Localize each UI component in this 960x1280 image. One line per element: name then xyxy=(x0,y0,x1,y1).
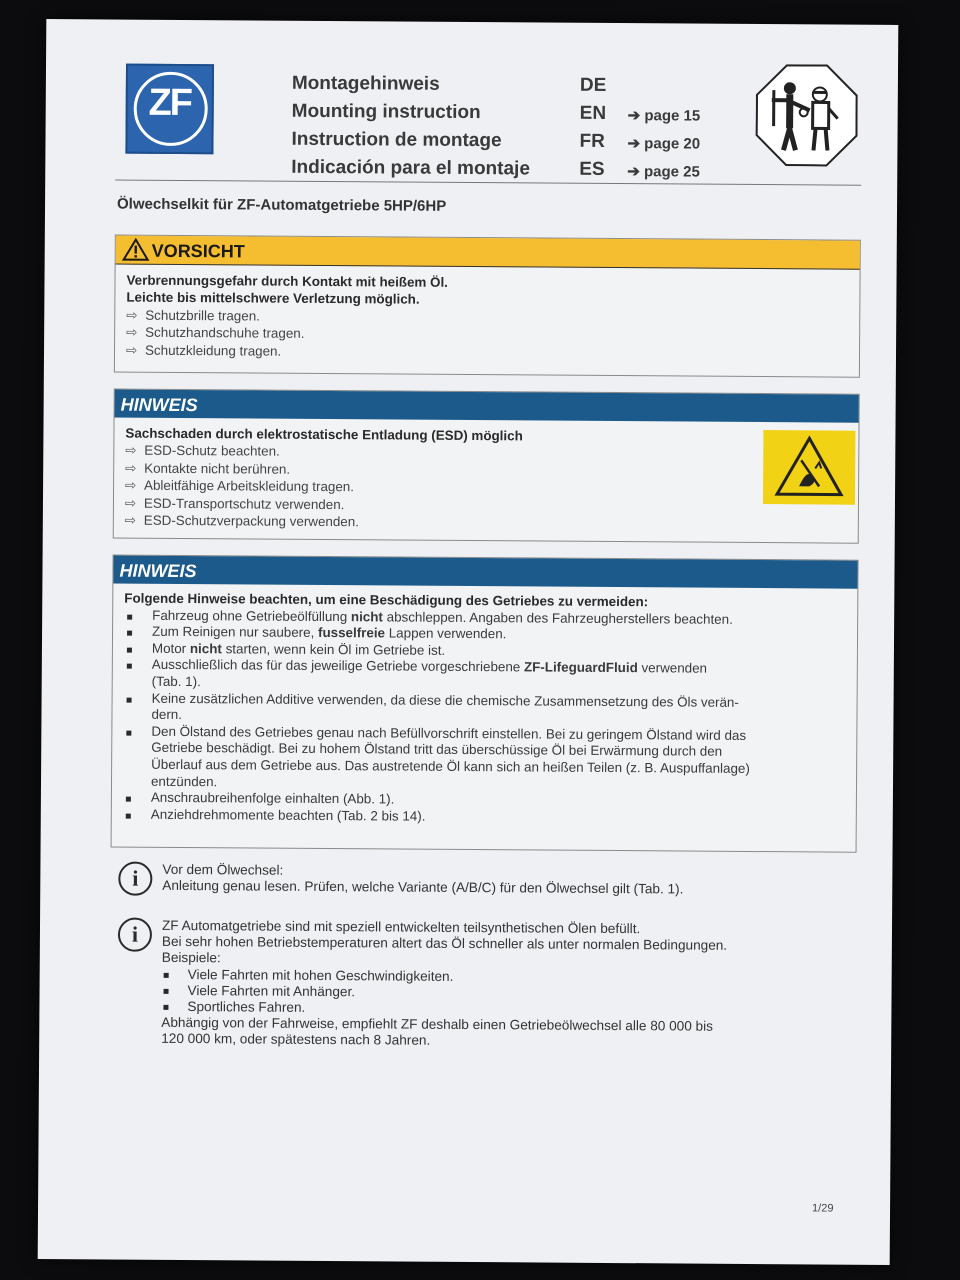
page-ref-fr: ➔ page 20 xyxy=(627,135,701,153)
list-item: Den Ölstand des Getriebes genau nach Befüllvorschrift einstellen. Bei zu geringem Ölstand wird das Getriebe beschädigt. Bei zu hohem Ölstand tritt das überschüssige Öl bei Erwärmung durch den Überlauf aus dem Getriebe aus. Das austretende Öl kann sich an heißen Teilen (z. B. Auspuffanlage) entzünden. xyxy=(123,723,846,794)
caution-item: ⇨ Schutzhandschuhe tragen. xyxy=(126,324,305,342)
notice-esd-header xyxy=(115,390,859,423)
list-item: Sportliches Fahren. xyxy=(161,999,821,1020)
notice-label: HINWEIS xyxy=(119,560,197,582)
notice-esd-box xyxy=(113,389,860,544)
caution-item: ⇨ Schutzkleidung tragen. xyxy=(125,342,282,359)
notice-esd-heading: Sachschaden durch elektrostatische Entladung (ESD) möglich xyxy=(125,425,523,444)
notice-gear-box xyxy=(111,555,859,853)
info-note-2: i ZF Automatgetriebe sind mit speziell entwickelten teilsynthetischen Ölen befüllt. Bei sehr hohen Betriebstemperaturen altert das Öl schneller als unter normalen Bedingungen. Beispiele: Viele Fahrten mit hohen Geschwindigkeiten. Viele Fahrten mit Anhänger. Sportliches Fahren. Abhängig von der Fahrweise, empfiehlt ZF deshalb einen Getriebeölwechsel alle 80 000 bis 120 000 km, oder spätestens nach 8 Jahren. xyxy=(117,918,818,1073)
document-page xyxy=(38,19,899,1265)
list-item: Viele Fahrten mit Anhänger. xyxy=(162,983,822,1004)
list-item: Fahrzeug ohne Getriebeölfüllung nicht abschleppen. Angaben des Fahrzeugherstellers beachten. xyxy=(124,607,847,629)
list-item: Keine zusätzlichen Additive verwenden, da diese die chemische Zusammensetzung des Öls verän- dern. xyxy=(123,690,846,728)
caution-item: ⇨ Schutzbrille tragen. xyxy=(126,307,260,324)
document-title: Ölwechselkit für ZF-Automatgetriebe 5HP/6HP xyxy=(116,195,447,215)
esd-warning-icon xyxy=(763,430,856,505)
info-icon: i xyxy=(118,862,152,896)
arrow-right-icon: ⇨ xyxy=(124,495,137,511)
notice-esd-item: ⇨ Kontakte nicht berühren. xyxy=(125,460,291,477)
notice-esd-item: ⇨ ESD-Transportschutz verwenden. xyxy=(124,495,345,512)
language-row-de: Montagehinweis DE xyxy=(291,72,607,96)
info-note-1: i Vor dem Ölwechsel: Anleitung genau lesen. Prüfen, welche Variante (A/B/C) für den Ölwechsel gilt (Tab. 1). xyxy=(118,862,818,907)
list-item: Motor nicht starten, wenn kein Öl im Getriebe ist. xyxy=(124,640,847,662)
list-item: Viele Fahrten mit hohen Geschwindigkeiten. xyxy=(162,966,822,987)
caution-line: Verbrennungsgefahr durch Kontakt mit heißem Öl. xyxy=(126,272,448,290)
arrow-right-icon: ⇨ xyxy=(125,443,137,459)
notice-label: HINWEIS xyxy=(120,394,198,416)
list-item: Anziehdrehmomente beachten (Tab. 2 bis 14). xyxy=(123,806,846,828)
page-ref-es: ➔ page 25 xyxy=(627,163,700,181)
arrow-right-icon: ⇨ xyxy=(125,460,137,476)
page-ref-en: ➔ page 15 xyxy=(627,107,701,125)
info-icon: i xyxy=(118,918,152,952)
page-number: 1/29 xyxy=(812,1202,834,1215)
notice-gear-heading: Folgende Hinweise beachten, um eine Beschädigung des Getriebes zu vermeiden: xyxy=(124,590,649,610)
caution-line: Leichte bis mittelschwere Verletzung möglich. xyxy=(126,290,420,308)
notice-esd-item: ⇨ ESD-Schutzverpackung verwenden. xyxy=(124,512,359,530)
language-row-en: Mounting instruction EN ➔ page 15 xyxy=(291,100,701,125)
notice-esd-item: ⇨ Ableitfähige Arbeitskleidung tragen. xyxy=(125,477,355,495)
arrow-right-icon: ⇨ xyxy=(126,307,138,323)
caution-label: VORSICHT xyxy=(151,240,245,262)
warning-triangle-icon xyxy=(122,238,150,262)
arrow-right-icon: ⇨ xyxy=(126,324,138,340)
language-index xyxy=(291,69,752,184)
language-row-es: Indicación para el montaje ES ➔ page 25 xyxy=(291,156,700,181)
caution-header xyxy=(116,236,860,270)
arrow-right-icon: ⇨ xyxy=(124,512,137,528)
arrow-right-icon: ⇨ xyxy=(125,477,137,493)
list-item: Ausschließlich das für das jeweilige Getriebe vorgeschriebene ZF-LifeguardFluid verwenden (Tab. 1). xyxy=(124,657,847,695)
zf-logo: ZF xyxy=(125,64,214,155)
list-item: Anschraubreihenfolge einhalten (Abb. 1). xyxy=(123,790,846,812)
notice-gear-header xyxy=(113,556,857,589)
caution-box xyxy=(114,235,861,378)
arrow-right-icon: ⇨ xyxy=(125,342,138,358)
language-row-fr: Instruction de montage FR ➔ page 20 xyxy=(291,128,701,153)
list-item: Zum Reinigen nur saubere, fusselfreie Lappen verwenden. xyxy=(124,624,847,646)
notice-esd-item: ⇨ ESD-Schutz beachten. xyxy=(125,443,280,460)
